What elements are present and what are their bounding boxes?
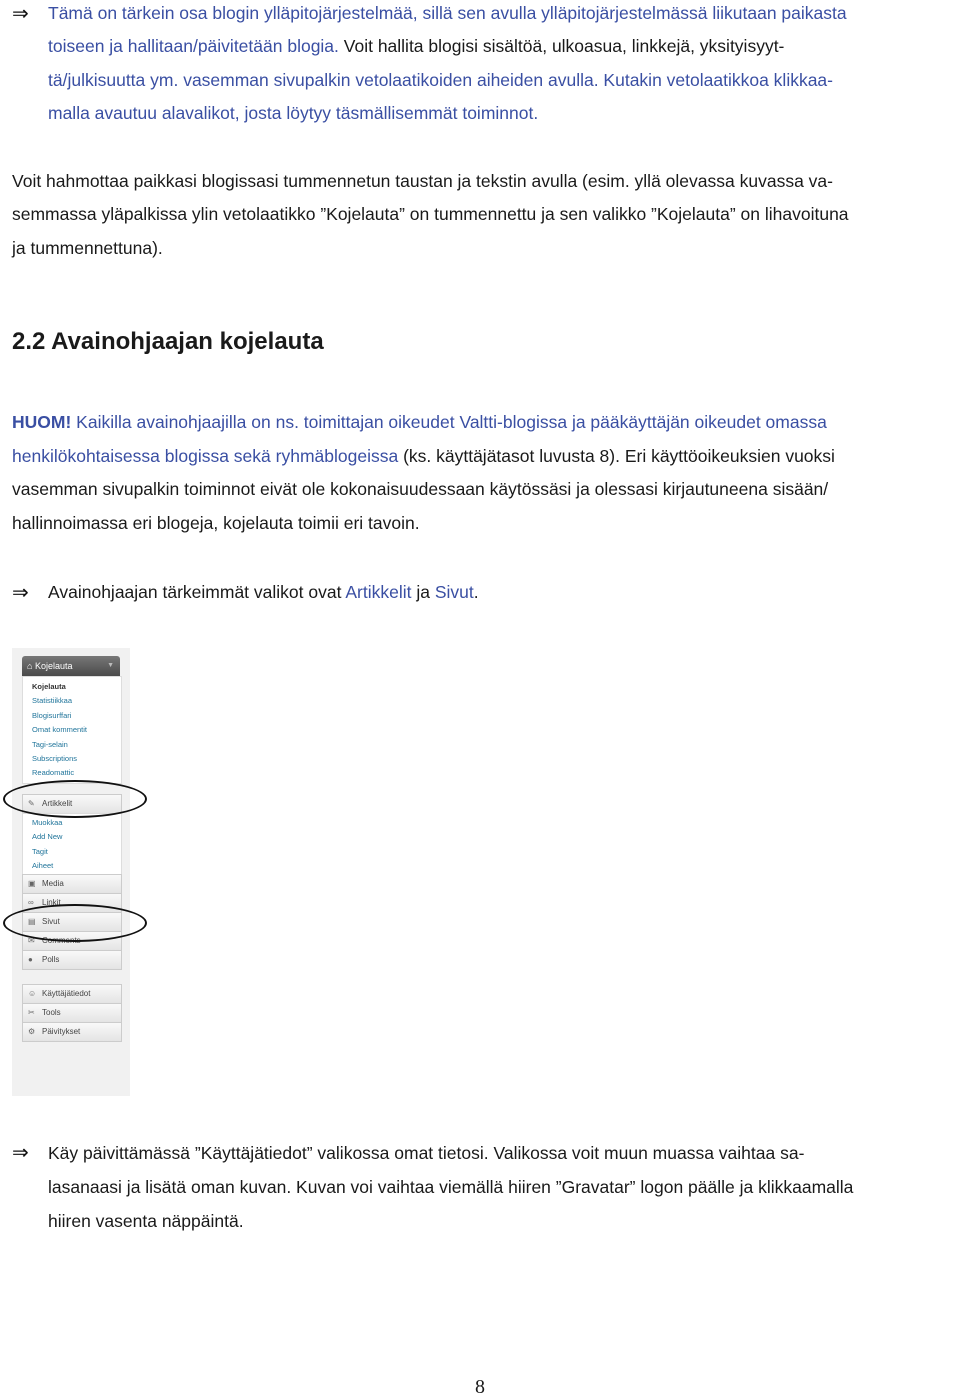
bullet-1-line [48, 30, 954, 64]
bullet-3-line: lasanaasi ja lisätä oman kuvan. Kuvan voi vaihtaa viemällä hiiren ”Gravatar” logon päälle ja klikkaamalla [48, 1177, 854, 1197]
link-artikkelit[interactable]: Artikkelit [345, 582, 412, 602]
paragraph-line: semmassa yläpalkissa ylin vetolaatikko ”Kojelauta” on tummennettu ja sen valikko ”Kojelauta” on lihavoituna [12, 204, 849, 224]
submenu-item: Omat kommentit [32, 725, 88, 734]
menu-paivitykset [22, 1022, 122, 1042]
paragraph-line: ja tummennettuna). [12, 238, 163, 258]
bullet-1-line: malla avautuu alavalikot, josta löytyy täsmällisemmät toiminnot. [48, 103, 539, 123]
menu-label: Päivitykset [42, 1027, 81, 1036]
bullet-2-text [48, 576, 954, 610]
dashboard-submenu [22, 676, 122, 784]
submenu-item: Statistiikkaa [32, 696, 73, 705]
page-icon: ▤ [28, 917, 36, 926]
page-number: 8 [475, 1376, 485, 1398]
articles-submenu [22, 813, 122, 875]
section-heading: 2.2 Avainohjaajan kojelauta [12, 328, 324, 355]
menu-label: Sivut [42, 917, 60, 926]
menu-tools [22, 1003, 122, 1023]
menu-label: Polls [42, 955, 60, 964]
link-icon: ∞ [28, 898, 34, 907]
menu-label: Linkit [42, 898, 61, 907]
submenu-item: Blogisurffari [32, 711, 72, 720]
bullet-1-span: toiseen ja hallitaan/päivitetään blogia. [48, 36, 339, 56]
menu-label: Artikkelit [42, 799, 73, 808]
paragraph-line [12, 406, 954, 440]
arrow-bullet-icon: ⇒ [12, 1142, 29, 1164]
menu-kayttajatiedot [22, 984, 122, 1004]
bullet-1-span: Voit hallita blogisi sisältöä, ulkoasua, linkkejä, yksityisyyt- [338, 36, 785, 56]
submenu-item: Tagit [32, 847, 48, 856]
huom-label: HUOM! [12, 412, 72, 432]
menu-label: Media [42, 879, 64, 888]
menu-header-kojelauta [22, 656, 120, 676]
arrow-bullet-icon: ⇒ [12, 582, 29, 604]
poll-icon: ● [28, 955, 33, 964]
paragraph-span: henkilökohtaisessa blogissa sekä ryhmäblogeissa [12, 446, 399, 466]
submenu-item: Tagi-selain [32, 740, 68, 749]
paragraph-line: hallinnoimassa eri blogeja, kojelauta toimii eri tavoin. [12, 513, 420, 533]
paragraph-line: Voit hahmottaa paikkasi blogissasi tummennetun taustan ja tekstin avulla (esim. yllä olevassa kuvassa va- [12, 171, 833, 191]
bullet-1-line: tä/julkisuutta ym. vasemman sivupalkin vetolaatikoiden aiheiden avulla. Kutakin vetolaatikkoa klikkaa- [48, 70, 833, 90]
highlight-oval-artikkelit [3, 780, 147, 818]
submenu-item: Subscriptions [32, 754, 78, 763]
menu-header-label: Kojelauta [34, 661, 73, 671]
highlight-oval-sivut [3, 904, 147, 942]
paragraph-line: vasemman sivupalkin toiminnot eivät ole kokonaisuudessaan käytössäsi ja olessasi kirjautuneena sisään/ [12, 479, 829, 499]
paragraph-line [12, 440, 954, 474]
submenu-item: Readomattic [32, 768, 75, 777]
chevron-down-icon: ▼ [107, 662, 114, 669]
pin-icon: ✎ [28, 799, 35, 808]
submenu-item: Add New [32, 832, 63, 841]
bullet-3-line: hiiren vasenta näppäintä. [48, 1211, 244, 1231]
menu-label: Käyttäjätiedot [42, 989, 91, 998]
menu-polls [22, 950, 122, 970]
admin-menu-screenshot [12, 648, 130, 1096]
menu-media [22, 874, 122, 894]
menu-label: Comments [42, 936, 81, 945]
paragraph-span: (ks. käyttäjätasot luvusta 8). Eri käyttöoikeuksien vuoksi [398, 446, 835, 466]
bullet-1-line: Tämä on tärkein osa blogin ylläpitojärjestelmää, sillä sen avulla ylläpitojärjestelmässä liikutaan paikasta [48, 3, 847, 23]
arrow-bullet-icon: ⇒ [12, 3, 29, 25]
submenu-item: Kojelauta [32, 682, 66, 691]
bullet-2-span: . [473, 582, 479, 602]
home-icon: ⌂ [27, 661, 33, 671]
link-sivut[interactable]: Sivut [434, 582, 474, 602]
bullet-2-span: ja [411, 582, 435, 602]
menu-label: Tools [42, 1008, 61, 1017]
user-icon: ☺ [28, 989, 37, 998]
submenu-item: Muokkaa [32, 818, 63, 827]
media-icon: ▣ [28, 879, 36, 888]
bullet-3-line: Käy päivittämässä ”Käyttäjätiedot” valikossa omat tietosi. Valikossa voit muun muassa vaihtaa sa- [48, 1143, 805, 1163]
settings-icon: ⚙ [28, 1027, 36, 1036]
tools-icon: ✂ [28, 1008, 35, 1017]
submenu-item: Aiheet [32, 861, 54, 870]
paragraph-span: Kaikilla avainohjaajilla on ns. toimittajan oikeudet Valtti-blogissa ja pääkäyttäjän oikeudet omassa [71, 412, 827, 432]
bullet-2-span: Avainohjaajan tärkeimmät valikot ovat [48, 582, 346, 602]
comment-icon: ✉ [28, 936, 35, 945]
